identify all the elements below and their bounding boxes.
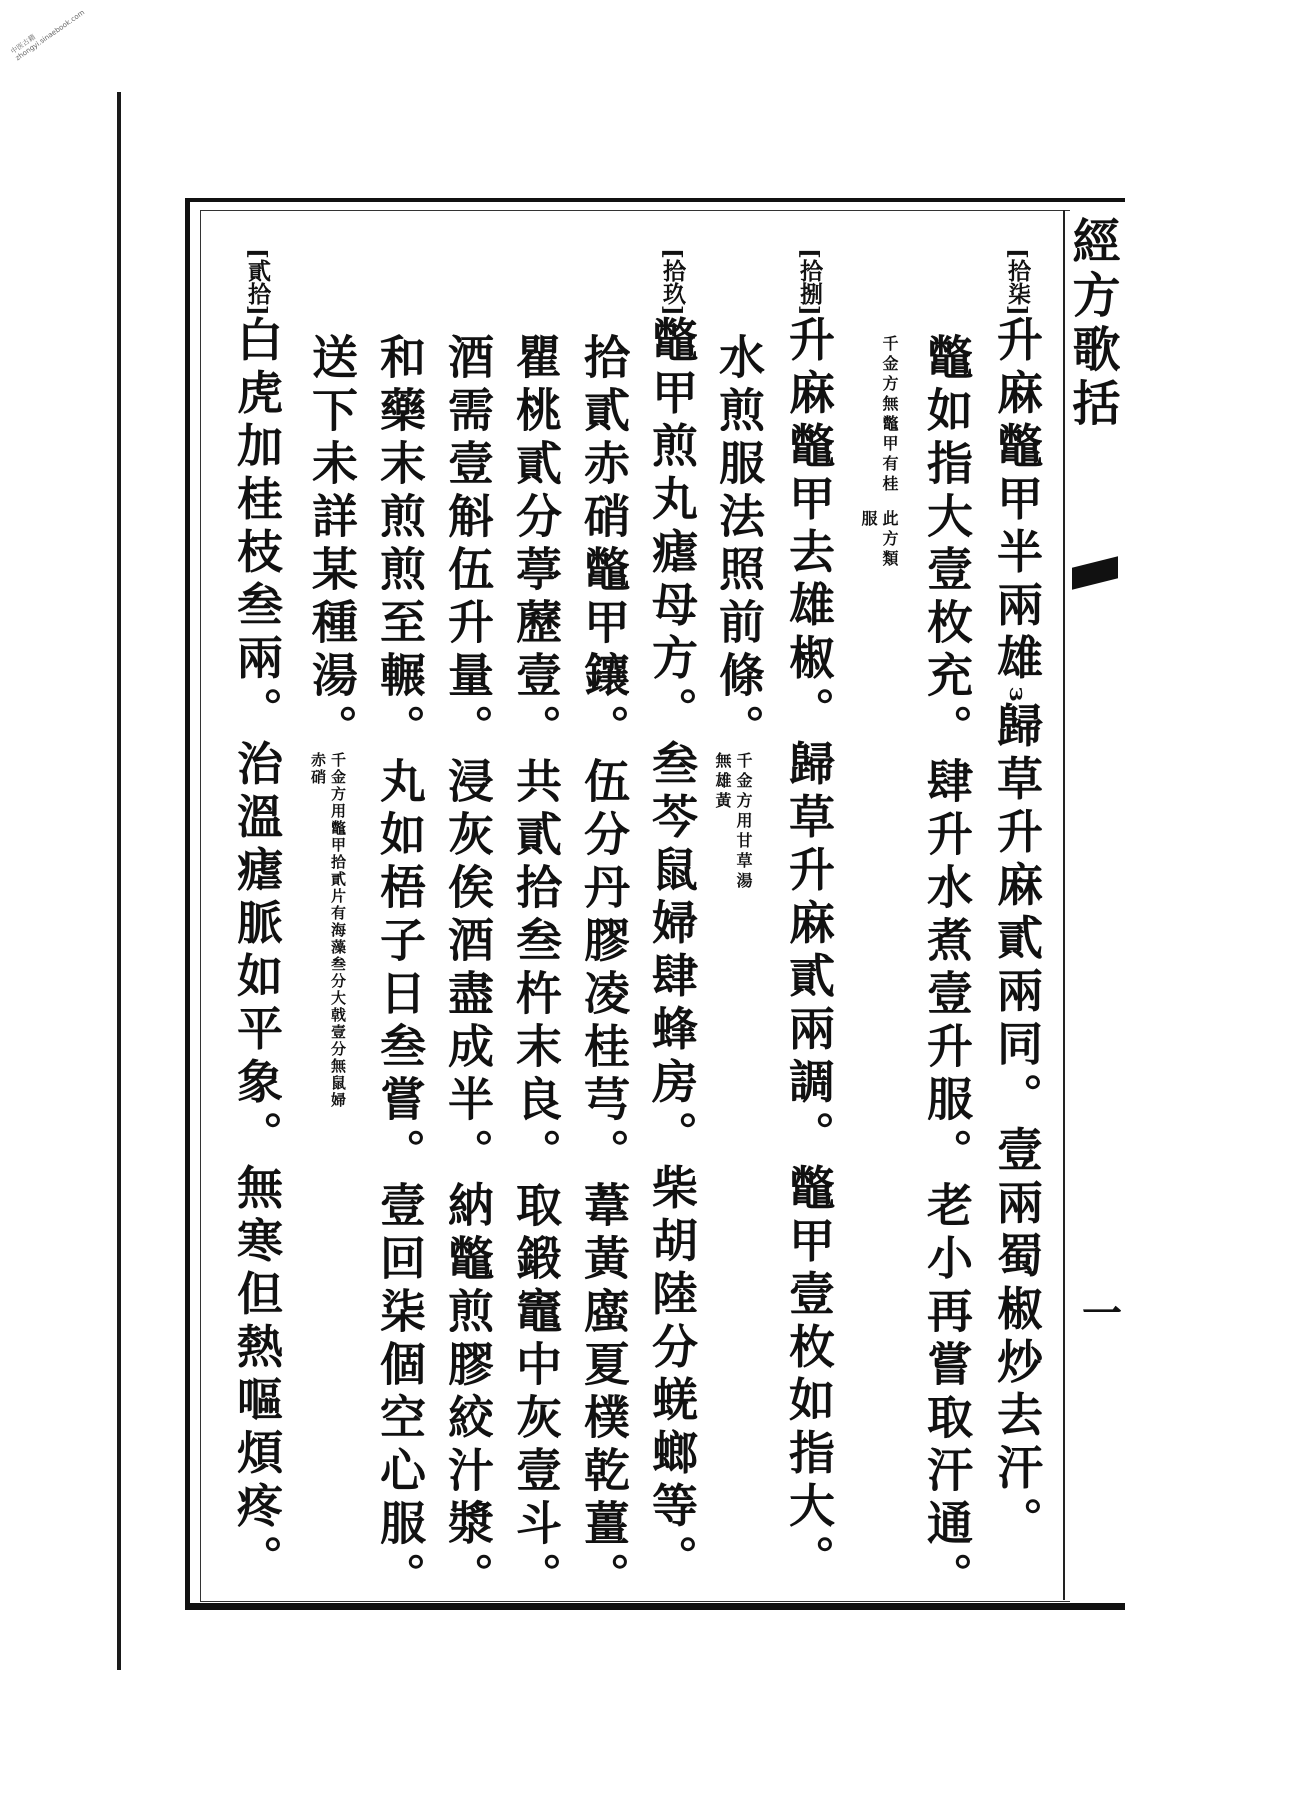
verse-5a: 水煎服法照前條。 <box>712 333 766 757</box>
text-column-5 <box>710 333 768 1673</box>
verse-10b: 丸如梧子日叁嘗。 <box>373 757 427 1181</box>
section-tag-19: [拾玖] <box>659 248 686 316</box>
section-tag-18: [拾捌] <box>796 248 823 316</box>
verse-12b: 治溫瘧脈如平象。 <box>230 739 284 1164</box>
verse-6a: 鼈甲煎丸瘧母方。 <box>645 315 699 740</box>
text-column-10 <box>371 333 429 1673</box>
page-title: 經方歌括 <box>1064 216 1120 432</box>
text-column-2 <box>918 333 976 1673</box>
margin-line <box>117 92 121 1670</box>
verse-7b: 伍分丹膠凌桂芎。 <box>577 757 631 1181</box>
section-tag-20: [貳拾] <box>244 248 271 316</box>
section-tag-17: [拾柒] <box>1004 248 1031 316</box>
verse-11a: 送下未詳某種湯。 <box>305 333 359 757</box>
verse-4b: 歸草升麻貳兩調。 <box>782 739 836 1164</box>
verse-4a: 升麻鼈甲去雄椒。 <box>782 315 836 740</box>
verse-1b: 歸草升麻貳兩同。 <box>990 701 1044 1126</box>
verse-1a: 升麻鼈甲半兩雄 <box>990 315 1044 687</box>
verse-8c: 取鍛竈中灰壹斗。 <box>509 1181 563 1605</box>
verse-12a: 白虎加桂枝叁兩。 <box>230 315 284 740</box>
text-column-7 <box>575 333 633 1673</box>
verse-2a: 鼈如指大壹枚充。 <box>920 333 974 757</box>
text-column-1 <box>988 248 1046 1588</box>
verse-6b: 叁芩鼠婦肆蜂房。 <box>645 739 699 1164</box>
verse-7a: 拾貳赤硝鼈甲鑲。 <box>577 333 631 757</box>
verse-2b: 肆升水煮壹升服。 <box>920 757 974 1181</box>
verse-10a: 和藥末煎煎至輾。 <box>373 333 427 757</box>
annotation-column-d: 千金方用鼈甲拾貳片有海藻叁分大戟壹分無鼠婦赤硝 <box>309 752 347 1109</box>
text-column-6 <box>643 248 701 1588</box>
verse-12c: 無寒但熱嘔煩疼。 <box>230 1163 284 1588</box>
verse-9c: 納鼈煎膠絞汁漿。 <box>441 1181 495 1605</box>
verse-10c: 壹回柒個空心服。 <box>373 1181 427 1605</box>
leaf-number: 一 <box>1082 1290 1122 1337</box>
verse-8a: 瞿桃貳分葶藶壹。 <box>509 333 563 757</box>
annotation-column-a: 千金方無鼈甲有桂 <box>880 335 899 495</box>
verse-7c: 葦黃䗪夏樸乾薑。 <box>577 1181 631 1605</box>
verse-8b: 共貳拾叁杵末良。 <box>509 757 563 1181</box>
verse-9b: 浸灰俟酒盡成半。 <box>441 757 495 1181</box>
verse-9a: 酒需壹斛伍升量。 <box>441 333 495 757</box>
verse-1c: 壹兩蜀椒炒去汗。 <box>990 1125 1044 1550</box>
text-column-12 <box>228 248 286 1588</box>
verse-2c: 老小再嘗取汗通。 <box>920 1181 974 1605</box>
verse-4c: 鼈甲壹枚如指大。 <box>782 1163 836 1588</box>
verse-mark: з <box>1004 686 1031 702</box>
text-column-4 <box>780 248 838 1588</box>
text-column-9 <box>439 333 497 1673</box>
watermark: 中医古籍 zhongyi.sinaebook.com <box>9 8 86 63</box>
annotation-column-b: 此方類服 <box>859 510 899 570</box>
annotation-column-c: 千金方用甘草湯無雄黃 <box>713 752 753 892</box>
verse-6c: 柴胡陸分蜣螂等。 <box>645 1163 699 1588</box>
text-column-8 <box>507 333 565 1673</box>
